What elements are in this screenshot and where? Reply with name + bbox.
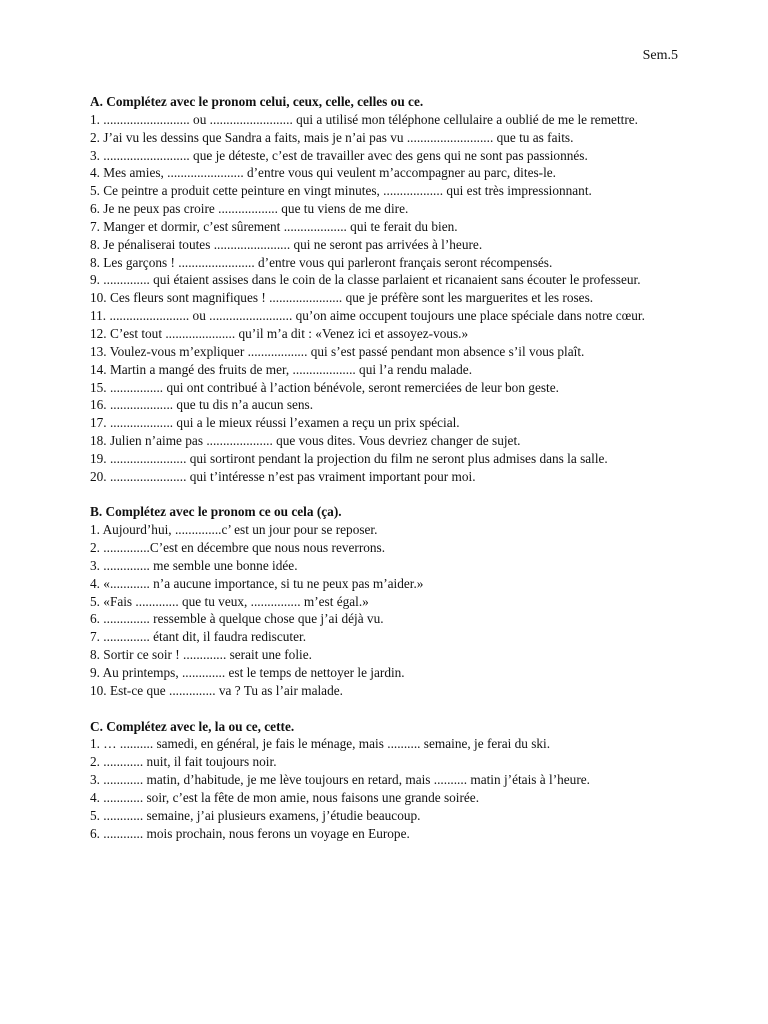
section-title: A. Complétez avec le pronom celui, ceux, celle, celles ou ce.	[90, 94, 424, 109]
exercise-item: 3. .......................... que je déteste, c’est de travailler avec des gens qui ne sont pas passionnés.	[90, 147, 588, 163]
exercise-item: 11. ........................ ou ......................... qu’on aime occupent toujours une place spéciale dans notre cœur.	[90, 308, 645, 324]
section-b	[90, 503, 680, 699]
exercise-item: 2. ..............C’est en décembre que nous nous reverrons.	[90, 540, 386, 556]
exercise-item: 1. .......................... ou ......................... qui a utilisé mon téléphone cellulaire a oublié de me le remettre.	[90, 111, 638, 127]
section-a	[90, 93, 680, 486]
exercise-item: 5. Ce peintre a produit cette peinture en vingt minutes, .................. qui est très impressionnant.	[90, 183, 592, 199]
exercise-item: 19. ....................... qui sortiront pendant la projection du film ne seront plus admises dans la salle.	[90, 450, 608, 466]
section-c	[90, 718, 680, 843]
exercise-item: 3. ............ matin, d’habitude, je me lève toujours en retard, mais .......... matin j’étais à l’heure.	[90, 772, 590, 788]
exercise-item: 18. Julien n’aime pas .................... que vous dites. Vous devriez changer de sujet.	[90, 433, 521, 449]
exercise-item: 2. J’ai vu les dessins que Sandra a faits, mais je n’ai pas vu .......................... que tu as faits.	[90, 129, 574, 145]
exercise-item: 20. ....................... qui t’intéresse n’est pas vraiment important pour moi.	[90, 468, 476, 484]
exercise-item: 17. ................... qui a le mieux réussi l’examen a reçu un prix spécial.	[90, 415, 460, 431]
exercise-item: 13. Voulez-vous m’expliquer .................. qui s’est passé pendant mon absence s’il vous plaît.	[90, 343, 585, 359]
exercise-item: 4. Mes amies, ....................... d’entre vous qui veulent m’accompagner au parc, dites-le.	[90, 165, 556, 181]
section-title: C. Complétez avec le, la ou ce, cette.	[90, 718, 295, 734]
exercise-item: 5. «Fais ............. que tu veux, ............... m’est égal.»	[90, 593, 369, 609]
exercise-item: 16. ................... que tu dis n’a aucun sens.	[90, 397, 314, 413]
exercise-item: 4. ............ soir, c’est la fête de mon amie, nous faisons une grande soirée.	[90, 789, 480, 805]
page-label: Sem.5	[642, 48, 678, 63]
section-title: B. Complétez avec le pronom ce ou cela (ça).	[90, 504, 342, 520]
exercise-item: 12. C’est tout ..................... qu’il m’a dit : «Venez ici et assoyez-vous.»	[90, 325, 469, 341]
exercise-item: 5. ............ semaine, j’ai plusieurs examens, j’étudie beaucoup.	[90, 807, 421, 823]
exercise-item: 7. .............. étant dit, il faudra rediscuter.	[90, 629, 307, 645]
exercise-item: 3. .............. me semble une bonne idée.	[90, 557, 298, 573]
exercise-item: 10. Ces fleurs sont magnifiques ! ...................... que je préfère sont les marguerites et les roses.	[90, 290, 594, 306]
exercise-item: 8. Je pénaliserai toutes ....................... qui ne seront pas arrivées à l’heure.	[90, 236, 483, 252]
exercise-item: 7. Manger et dormir, c’est sûrement ................... qui te ferait du bien.	[90, 218, 458, 234]
exercise-item: 6. ............ mois prochain, nous ferons un voyage en Europe.	[90, 825, 410, 841]
exercise-item: 8. Les garçons ! ....................... d’entre vous qui parleront français seront récompensés.	[90, 254, 553, 270]
exercise-item: 8. Sortir ce soir ! ............. serait une folie.	[90, 647, 312, 663]
worksheet-content	[90, 93, 680, 860]
exercise-item: 9. .............. qui étaient assises dans le coin de la classe parlaient et ricanaient sans écouter le professeur.	[90, 272, 641, 288]
exercise-item: 15. ................ qui ont contribué à l’action bénévole, seront remerciées de leur bon geste.	[90, 379, 559, 395]
exercise-item: 6. .............. ressemble à quelque chose que j’ai déjà vu.	[90, 611, 384, 627]
exercise-item: 1. … .......... samedi, en général, je fais le ménage, mais .......... semaine, je ferai du ski.	[90, 736, 551, 752]
exercise-item: 14. Martin a mangé des fruits de mer, ................... qui l’a rendu malade.	[90, 361, 473, 377]
exercise-item: 9. Au printemps, ............. est le temps de nettoyer le jardin.	[90, 665, 405, 680]
exercise-item: 10. Est-ce que .............. va ? Tu as l’air malade.	[90, 682, 343, 698]
exercise-item: 1. Aujourd’hui, ..............c’ est un jour pour se reposer.	[90, 522, 378, 538]
exercise-item: 2. ............ nuit, il fait toujours noir.	[90, 754, 277, 770]
exercise-item: 6. Je ne peux pas croire .................. que tu viens de me dire.	[90, 201, 409, 217]
exercise-item: 4. «............ n’a aucune importance, si tu ne peux pas m’aider.»	[90, 575, 424, 591]
